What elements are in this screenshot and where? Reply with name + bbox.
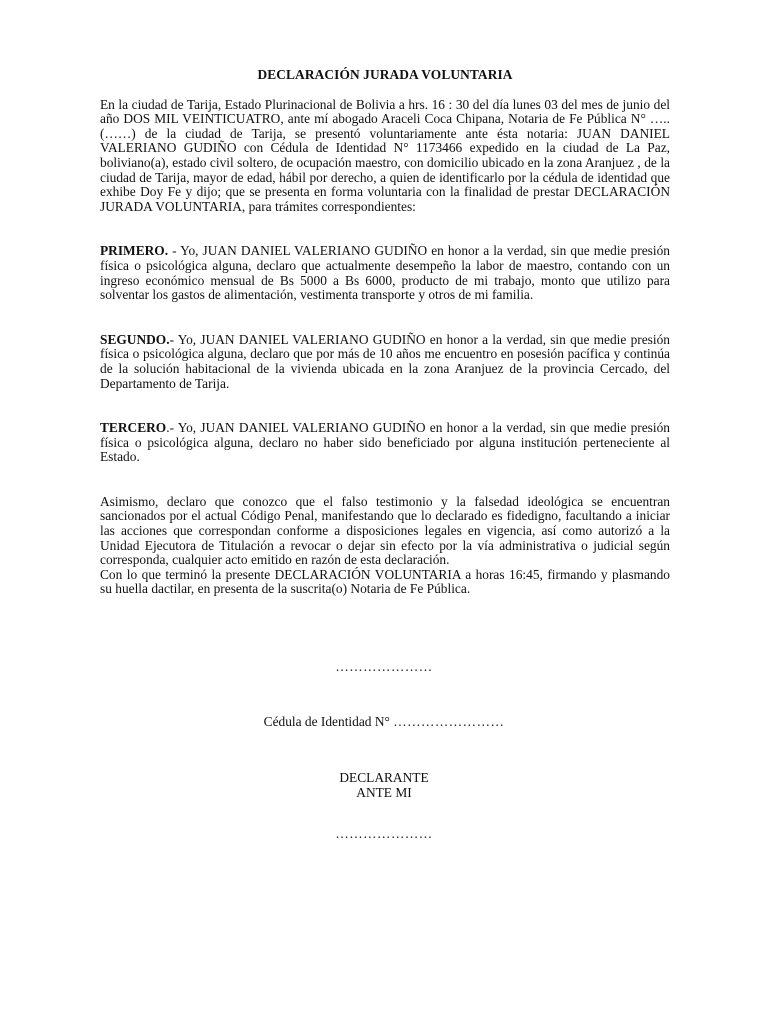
clause-primero-label: PRIMERO. — [100, 243, 169, 259]
signature-line-declarante: ………………… — [335, 659, 433, 674]
clause-tercero-text: .- Yo, JUAN DANIEL VALERIANO GUDIÑO en honor a la verdad, sin que medie presión física o psicológica alguna, declaro no haber sido beneficiado por alguna institución perteneciente al Estado. — [100, 420, 670, 465]
document-title: DECLARACIÓN JURADA VOLUNTARIA — [257, 67, 513, 82]
clause-segundo-label: SEGUNDO. — [100, 331, 170, 347]
document-body — [100, 68, 670, 597]
ante-mi-label: ANTE MI — [356, 785, 412, 800]
id-number-label: Cédula de Identidad N° — [263, 714, 390, 729]
intro-paragraph: En la ciudad de Tarija, Estado Plurinacional de Bolivia a hrs. 16 : 30 del día lunes 03 del mes de junio del año DOS MIL VEINTICUATRO, ante mí abogado Araceli Coca Chipana, Notaria de Fe Pública N° ….. (……) de la ciudad de Tarija, se presentó voluntariamente ante ésta notaria: JUAN DANIEL VALERIANO GUDIÑO con Cédula de Identidad N° 1173466 expedido en la ciudad de La Paz, boliviano(a), estado civil soltero, de ocupación maestro, con domicilio ubicado en la zona Aranjuez , de la ciudad de Tarija, mayor de edad, hábil por derecho, a quien de identificarlo por la cédula de identidad que exhibe Doy Fe y dijo; que se presenta en forma voluntaria con la finalidad de prestar DECLARACIÓN JURADA VOLUNTARIA, para trámites correspondientes: — [100, 96, 670, 214]
id-number-dots: …………………… — [393, 714, 505, 729]
spacer — [100, 214, 670, 244]
clause-primero — [100, 244, 670, 302]
clause-primero-text: - Yo, JUAN DANIEL VALERIANO GUDIÑO en honor a la verdad, sin que medie presión física o psicológica alguna, declaro que actualmente desempeño la labor de maestro, contando con un ingreso económico mensual de Bs 5000 a Bs 6000, producto de mi trabajo, monto que utilizo para solventar los gastos de alimentación, vestimenta transporte y otros de mi familia. — [100, 243, 670, 303]
clause-segundo-text: - Yo, JUAN DANIEL VALERIANO GUDIÑO en honor a la verdad, sin que medie presión física o psicológica alguna, declaro que por más de 10 años me encuentro en posesión pacífica y continúa de la solución habitacional de la vivienda ubicada en la zona Aranjuez de la provincia Cercado, del Departamento de Tarija. — [100, 331, 670, 391]
declarante-label: DECLARANTE — [339, 770, 429, 785]
clause-tercero-label: TERCERO — [100, 420, 167, 436]
signature-line-notary: ………………… — [335, 826, 433, 841]
spacer — [100, 303, 670, 333]
clause-segundo — [100, 333, 670, 391]
asimismo-paragraph: Asimismo, declaro que conozco que el falso testimonio y la falsedad ideológica se encuentran sancionados por el actual Código Penal, manifestando que lo declarado es fidedigno, facultando a iniciar las acciones que correspondan conforme a disposiciones legales en vigencia, así como autorizó a la Unidad Ejecutora de Titulación a revocar o dejar sin efecto por la vía administrativa o judicial según corresponda, cualquier acto emitido en razón de esta declaración. — [100, 493, 670, 568]
spacer — [100, 465, 670, 495]
spacer — [100, 391, 670, 421]
closing-paragraph: Con lo que terminó la presente DECLARACIÓN VOLUNTARIA a horas 16:45, firmando y plasmando su huella dactilar, en presenta de la suscrita(o) Notaria de Fe Pública. — [100, 566, 670, 597]
clause-tercero — [100, 421, 670, 465]
id-number-line — [0, 714, 768, 729]
